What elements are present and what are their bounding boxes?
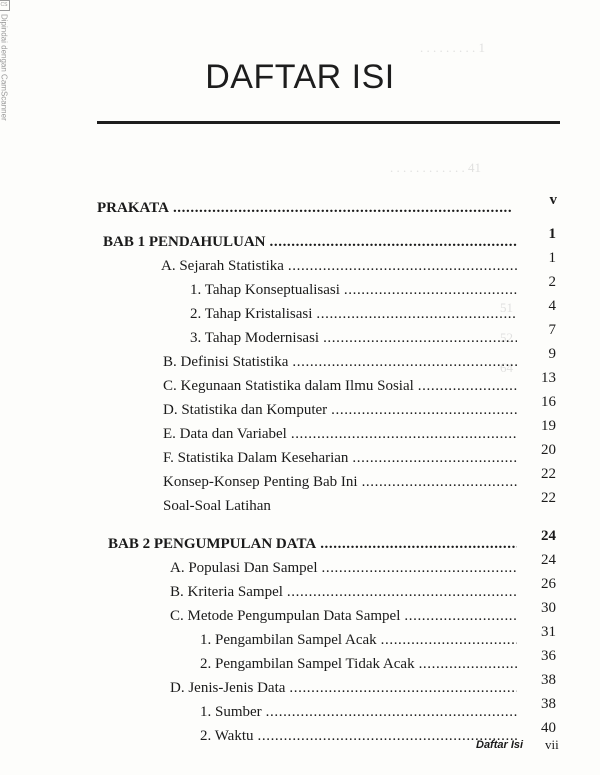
toc-entry: F. Statistika Dalam Keseharian ..... — [163, 450, 521, 467]
running-footer-title: Daftar Isi — [476, 739, 524, 751]
scanner-watermark — [0, 0, 10, 200]
toc-entry: E. Data dan Variabel ..... — [163, 426, 521, 443]
toc-entry: 1. Tahap Konseptualisasi ..... — [190, 282, 521, 299]
toc-page: 2 — [548, 274, 556, 290]
toc-page: 9 — [548, 346, 556, 362]
title-rule — [97, 121, 560, 124]
toc-page: 7 — [548, 322, 556, 338]
toc-entry: C. Kegunaan Statistika dalam Ilmu Sosial ..... — [163, 378, 521, 395]
show-through-text: . . . . . . . . . 1 — [420, 40, 485, 55]
folio-page-number: vii — [545, 737, 559, 752]
toc-entry: Konsep-Konsep Penting Bab Ini ..... — [163, 474, 521, 491]
toc-entry-prakata: PRAKATA ..... — [97, 200, 515, 217]
toc-entry: A. Sejarah Statistika ..... — [161, 258, 521, 275]
toc-entry: D. Statistika dan Komputer ..... — [163, 402, 521, 419]
toc-entry: A. Populasi Dan Sampel ..... — [170, 560, 521, 577]
toc-page: 19 — [541, 418, 556, 434]
toc-page: 40 — [541, 720, 556, 736]
toc-entry-bab1: BAB 1 PENDAHULUAN ..... — [103, 234, 521, 251]
toc-page: 16 — [541, 394, 556, 410]
toc-entry: 2. Pengambilan Sampel Tidak Acak ..... — [200, 656, 521, 673]
toc-page: 22 — [541, 466, 556, 482]
toc-page: 36 — [541, 648, 556, 664]
toc-entry: D. Jenis-Jenis Data ..... — [170, 680, 521, 697]
toc-page: 20 — [541, 442, 556, 458]
show-through-text: 52 — [500, 330, 513, 345]
toc-entry: Soal-Soal Latihan — [163, 498, 271, 514]
toc-page: 22 — [541, 490, 556, 506]
toc-page: 4 — [548, 298, 556, 314]
toc-page: 1 — [548, 250, 556, 266]
toc-entry: 1. Sumber ..... — [200, 704, 521, 721]
toc-page: 30 — [541, 600, 556, 616]
toc-entry: 2. Waktu ..... — [200, 728, 521, 745]
toc-page: 1 — [548, 226, 556, 242]
show-through-text: . . . . . . . . . . . . 41 — [390, 160, 481, 175]
show-through-text: 64 — [500, 360, 513, 375]
toc-page: 31 — [541, 624, 556, 640]
watermark-text: Dipindai dengan CamScanner — [0, 14, 9, 121]
toc-entry: C. Metode Pengumpulan Data Sampel ..... — [170, 608, 521, 625]
camscanner-icon: CS — [0, 0, 10, 11]
toc-page: v — [549, 192, 557, 208]
toc-page: 26 — [541, 576, 556, 592]
toc-entry: 1. Pengambilan Sampel Acak ..... — [200, 632, 521, 649]
toc-page: 38 — [541, 672, 556, 688]
toc-page: 13 — [541, 370, 556, 386]
show-through-text: 51 — [500, 300, 513, 315]
toc-entry: 3. Tahap Modernisasi ..... — [190, 330, 521, 347]
toc-entry: B. Kriteria Sampel ..... — [170, 584, 521, 601]
toc-page: 24 — [541, 552, 556, 568]
toc-entry-bab2: BAB 2 PENGUMPULAN DATA ..... — [108, 536, 521, 553]
toc-entry: 2. Tahap Kristalisasi ..... — [190, 306, 521, 323]
toc-page: 38 — [541, 696, 556, 712]
page-title: DAFTAR ISI — [205, 58, 395, 96]
toc-entry: B. Definisi Statistika ..... — [163, 354, 521, 371]
toc-page: 24 — [541, 528, 556, 544]
